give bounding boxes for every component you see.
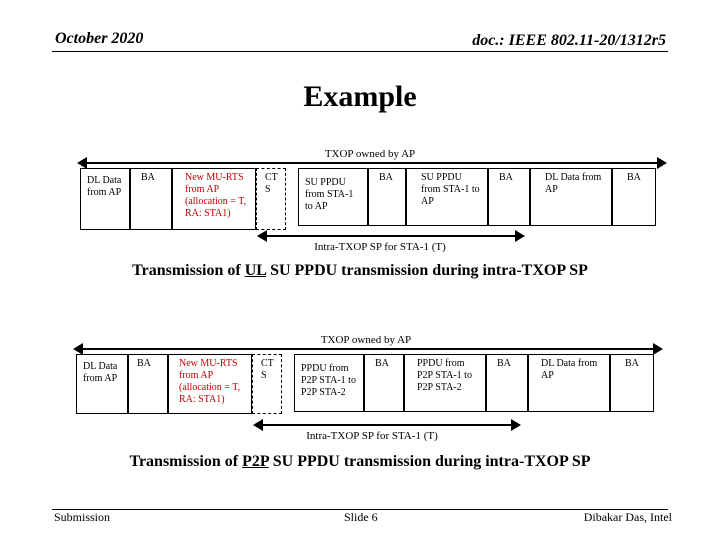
footer-slide-number: Slide 6 xyxy=(344,510,378,524)
txop-label: TXOP owned by AP xyxy=(324,148,416,160)
ppdu-box: PPDU from P2P STA-1 to P2P STA-2 xyxy=(294,354,364,412)
footer-submission: Submission xyxy=(54,510,111,524)
intra-txop-arrow xyxy=(266,235,516,237)
intra-txop-arrow xyxy=(262,424,512,426)
header-doc-id: doc.: IEEE 802.11-20/1312r5 xyxy=(472,32,666,49)
ba-box: BA xyxy=(612,168,656,226)
ba-box: BA xyxy=(488,168,530,226)
dl-data-box: DL Data from AP xyxy=(530,168,612,226)
txop-arrow xyxy=(86,162,658,164)
mu-rts-box: New MU-RTS from AP (allocation = T, RA: STA1) xyxy=(168,354,252,414)
ba-box: BA xyxy=(486,354,528,412)
ba-box: BA xyxy=(128,354,168,414)
cts-box: CT S xyxy=(252,354,282,414)
ba-box: BA xyxy=(364,354,404,412)
su-ppdu-box: SU PPDU from STA-1 to AP xyxy=(406,168,488,226)
txop-arrow xyxy=(82,348,654,350)
intra-txop-label: Intra-TXOP SP for STA-1 (T) xyxy=(314,241,446,253)
intra-txop-label: Intra-TXOP SP for STA-1 (T) xyxy=(306,430,438,442)
mu-rts-box: New MU-RTS from AP (allocation = T, RA: STA1) xyxy=(172,168,256,230)
header-rule xyxy=(52,51,668,52)
slide-title: Example xyxy=(303,80,417,113)
dl-data-box: DL Data from AP xyxy=(80,168,130,230)
caption-ul: Transmission of UL SU PPDU transmission during intra-TXOP SP xyxy=(132,262,588,279)
caption-p2p: Transmission of P2P SU PPDU transmission during intra-TXOP SP xyxy=(129,453,591,470)
cts-box: CT S xyxy=(256,168,286,230)
dl-data-box: DL Data from AP xyxy=(528,354,610,412)
ba-box: BA xyxy=(130,168,172,230)
ppdu-box: PPDU from P2P STA-1 to P2P STA-2 xyxy=(404,354,486,412)
dl-data-box: DL Data from AP xyxy=(76,354,128,414)
su-ppdu-box: SU PPDU from STA-1 to AP xyxy=(298,168,368,226)
txop-label: TXOP owned by AP xyxy=(320,334,412,346)
footer-author: Dibakar Das, Intel xyxy=(583,510,672,524)
ba-box: BA xyxy=(368,168,406,226)
header-date: October 2020 xyxy=(55,30,144,47)
ba-box: BA xyxy=(610,354,654,412)
